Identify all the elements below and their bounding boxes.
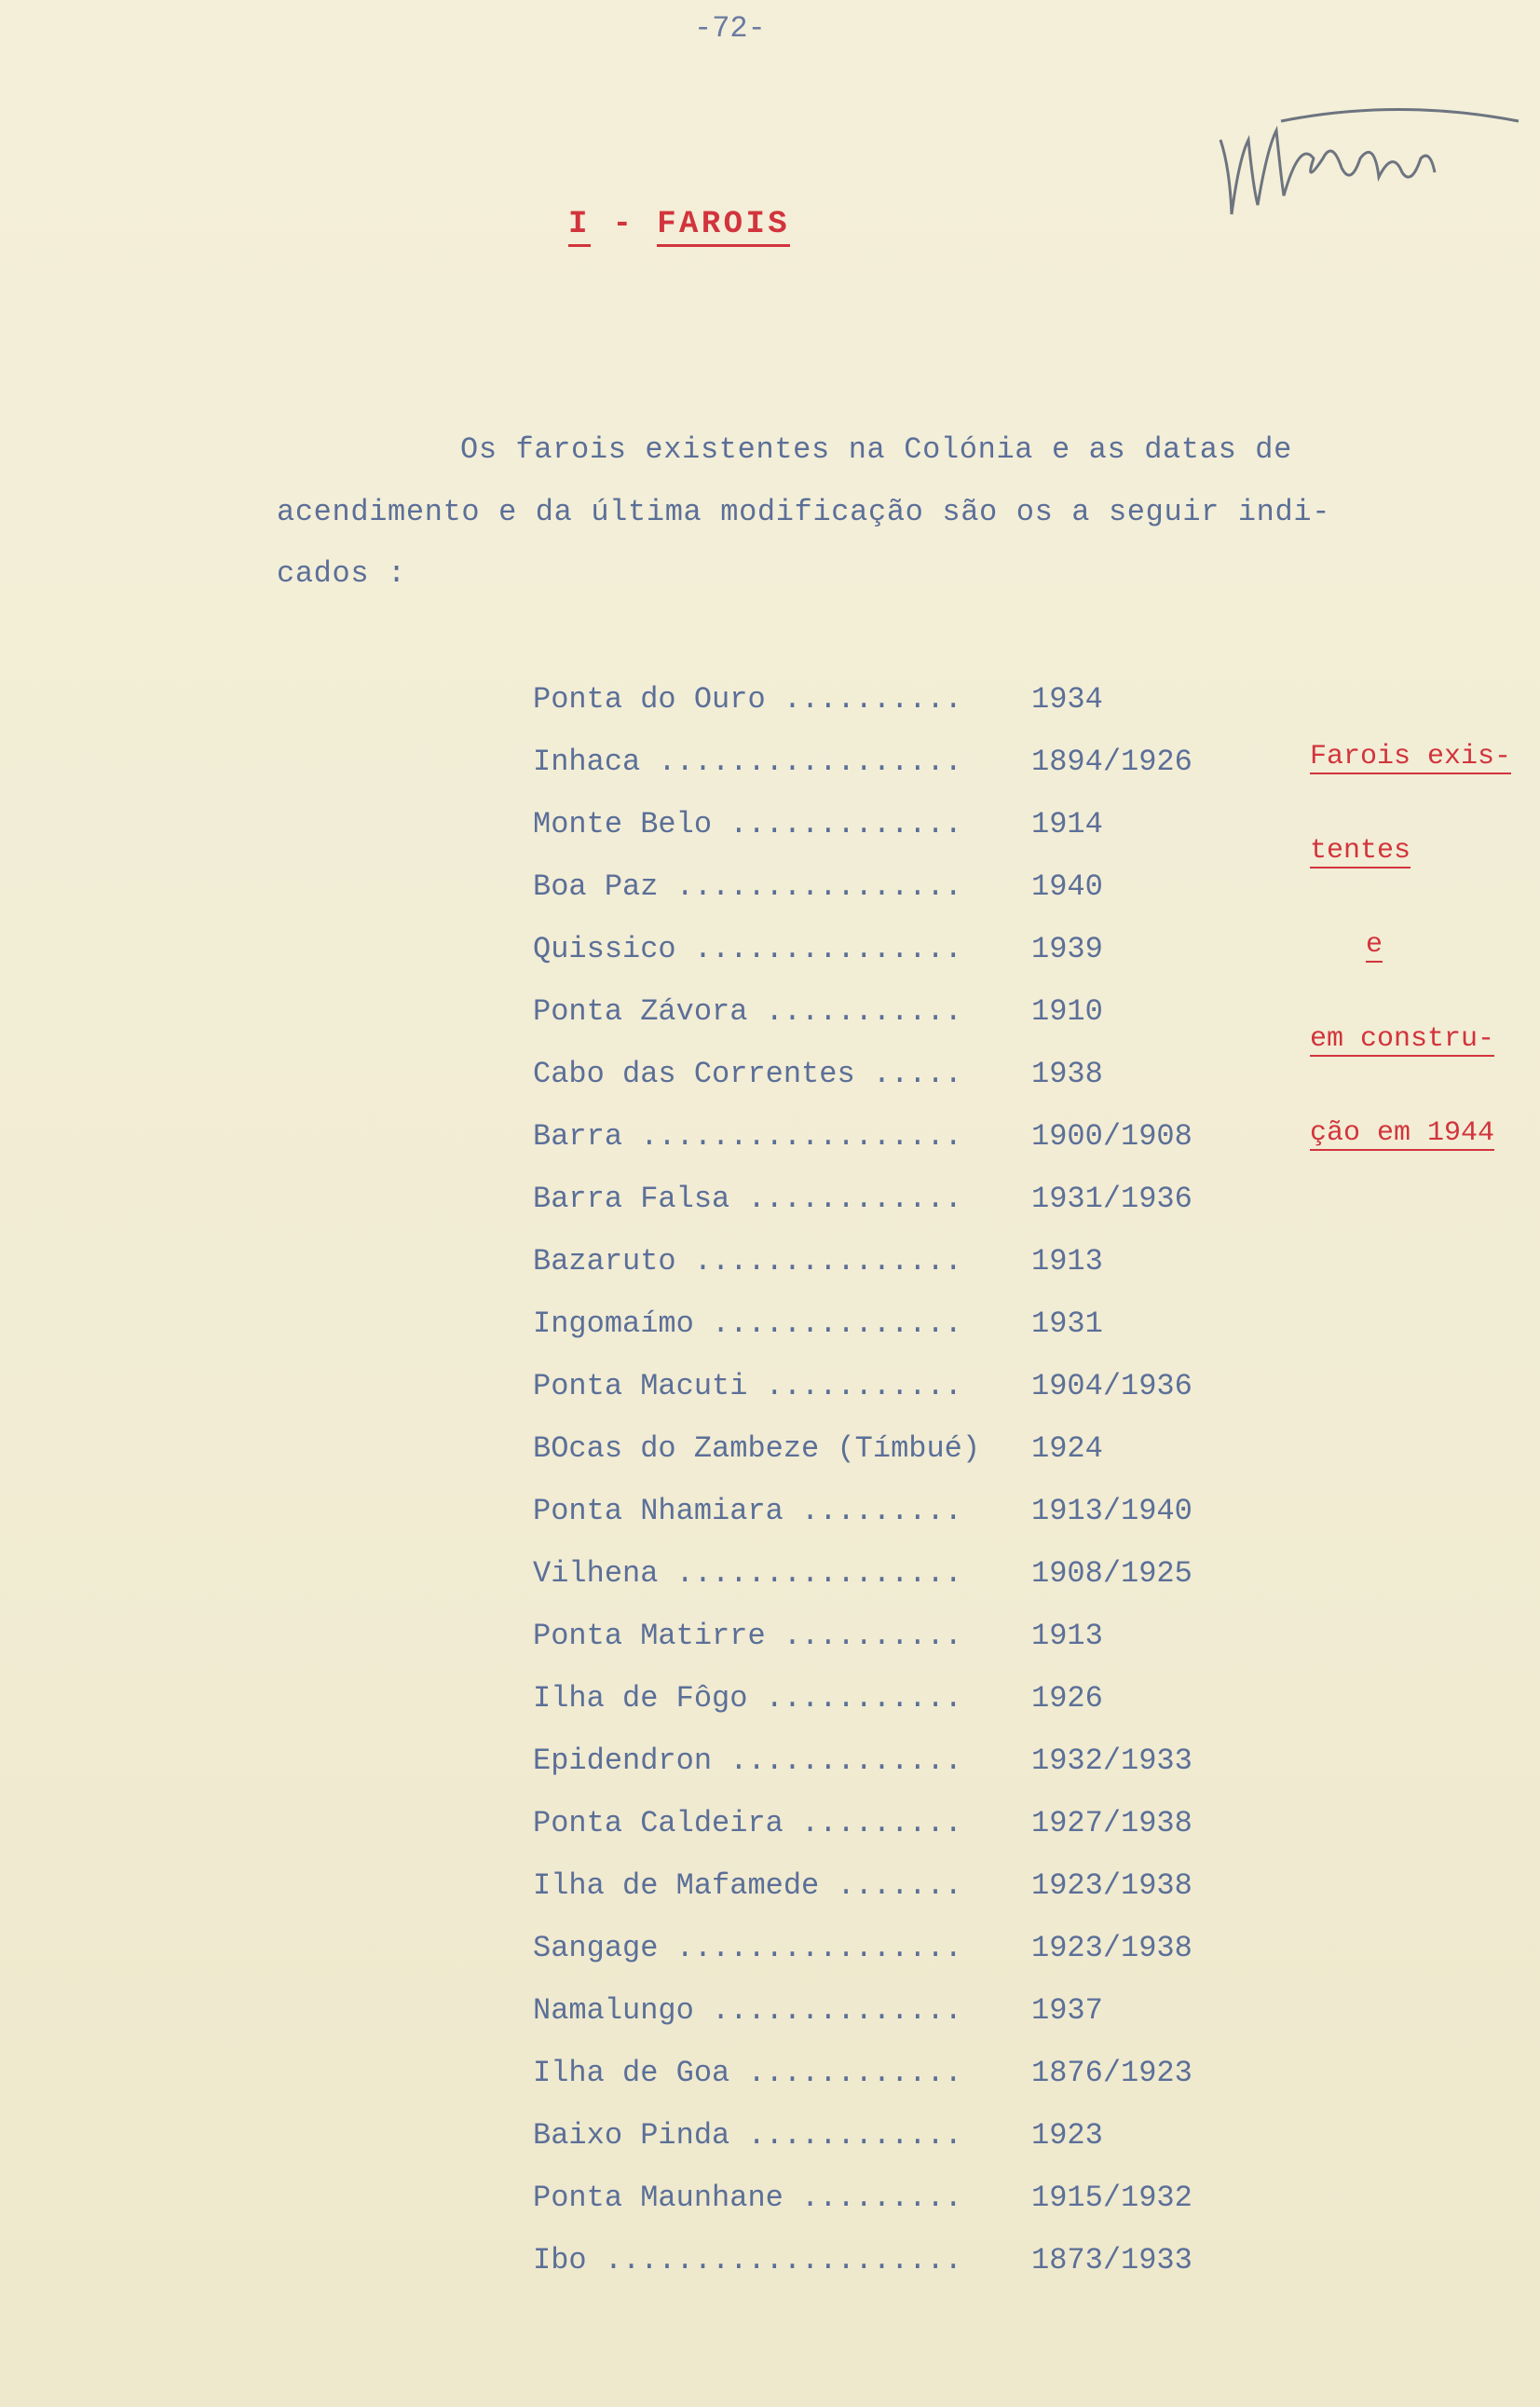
margin-note-line: e <box>1366 929 1383 961</box>
lighthouse-row <box>533 2056 1192 2090</box>
lighthouse-row <box>533 1182 1192 1216</box>
lighthouse-date: 1923/1938 <box>1031 1868 1192 1903</box>
lighthouse-date: 1913/1940 <box>1031 1494 1192 1528</box>
lighthouse-row <box>533 1057 1103 1091</box>
lighthouse-date: 1923/1938 <box>1031 1931 1192 1965</box>
lighthouse-row <box>533 1744 1192 1778</box>
lighthouse-name: Ibo .................... <box>533 2243 962 2277</box>
margin-note-line: tentes <box>1310 835 1411 867</box>
lighthouse-row <box>533 1494 1192 1528</box>
lighthouse-date: 1913 <box>1031 1244 1103 1279</box>
section-title: I - FAROIS <box>568 207 790 247</box>
lighthouse-date: 1908/1925 <box>1031 1556 1192 1591</box>
margin-note <box>1310 680 1511 1212</box>
lighthouse-name: Bazaruto ............... <box>533 1244 962 1279</box>
lighthouse-row <box>533 682 1103 717</box>
lighthouse-row <box>533 1369 1192 1403</box>
lighthouse-date: 1931/1936 <box>1031 1182 1192 1216</box>
lighthouse-name: Sangage ................ <box>533 1931 962 1965</box>
lighthouse-name: Barra .................. <box>533 1119 962 1154</box>
paragraph-line-2: acendimento e da última modificação são os a seguir indi- <box>277 495 1331 529</box>
lighthouse-date: 1924 <box>1031 1431 1103 1466</box>
lighthouse-name: Ponta Caldeira ......... <box>533 1806 962 1840</box>
lighthouse-row <box>533 869 1103 904</box>
lighthouse-row <box>533 1556 1192 1591</box>
lighthouse-name: Ilha de Fôgo ........... <box>533 1681 962 1716</box>
lighthouse-date: 1914 <box>1031 807 1103 841</box>
lighthouse-row <box>533 1431 1103 1466</box>
lighthouse-name: Ponta Macuti ........... <box>533 1369 962 1403</box>
lighthouse-date: 1932/1933 <box>1031 1744 1192 1778</box>
paragraph-line-3: cados : <box>277 556 406 591</box>
lighthouse-row <box>533 1681 1103 1716</box>
lighthouse-row <box>533 2181 1192 2215</box>
lighthouse-name: Cabo das Correntes ..... <box>533 1057 962 1091</box>
lighthouse-row <box>533 2118 1103 2153</box>
lighthouse-date: 1904/1936 <box>1031 1369 1192 1403</box>
lighthouse-name: Quissico ............... <box>533 932 962 966</box>
lighthouse-date: 1923 <box>1031 2118 1103 2153</box>
lighthouse-row <box>533 1306 1103 1341</box>
lighthouse-name: Ilha de Goa ............ <box>533 2056 962 2090</box>
lighthouse-name: Barra Falsa ............ <box>533 1182 962 1216</box>
lighthouse-date: 1873/1933 <box>1031 2243 1192 2277</box>
lighthouse-name: Ponta Nhamiara ......... <box>533 1494 962 1528</box>
lighthouse-name: Epidendron ............. <box>533 1744 962 1778</box>
page-number: -72- <box>694 11 766 46</box>
lighthouse-name: Ingomaímo .............. <box>533 1306 962 1341</box>
lighthouse-row <box>533 2243 1192 2277</box>
lighthouse-date: 1915/1932 <box>1031 2181 1192 2215</box>
lighthouse-name: Vilhena ................ <box>533 1556 962 1591</box>
lighthouse-date: 1876/1923 <box>1031 2056 1192 2090</box>
lighthouse-row <box>533 1619 1103 1653</box>
lighthouse-row <box>533 1244 1103 1279</box>
lighthouse-row <box>533 1806 1192 1840</box>
lighthouse-name: Baixo Pinda ............ <box>533 2118 962 2153</box>
lighthouse-row <box>533 1993 1103 2028</box>
lighthouse-date: 1940 <box>1031 869 1103 904</box>
lighthouse-row <box>533 1119 1192 1154</box>
lighthouse-date: 1913 <box>1031 1619 1103 1653</box>
lighthouse-date: 1900/1908 <box>1031 1119 1192 1154</box>
lighthouse-date: 1934 <box>1031 682 1103 717</box>
lighthouse-name: Ilha de Mafamede ....... <box>533 1868 962 1903</box>
lighthouse-row <box>533 1931 1192 1965</box>
lighthouse-date: 1894/1926 <box>1031 745 1192 779</box>
margin-note-line: em constru- <box>1310 1023 1495 1055</box>
lighthouse-date: 1931 <box>1031 1306 1103 1341</box>
lighthouse-name: Inhaca ................. <box>533 745 962 779</box>
handwritten-signature <box>1211 103 1528 242</box>
lighthouse-name: Ponta do Ouro .......... <box>533 682 962 717</box>
lighthouse-row <box>533 994 1103 1029</box>
lighthouse-date: 1927/1938 <box>1031 1806 1192 1840</box>
lighthouse-date: 1939 <box>1031 932 1103 966</box>
lighthouse-name: Monte Belo ............. <box>533 807 962 841</box>
lighthouse-date: 1926 <box>1031 1681 1103 1716</box>
lighthouse-name: Ponta Matirre .......... <box>533 1619 962 1653</box>
lighthouse-name: Boa Paz ................ <box>533 869 962 904</box>
lighthouse-row <box>533 745 1192 779</box>
lighthouse-date: 1938 <box>1031 1057 1103 1091</box>
margin-note-line: ção em 1944 <box>1310 1117 1495 1149</box>
margin-note-line: Farois exis- <box>1310 741 1512 773</box>
lighthouse-date: 1937 <box>1031 1993 1103 2028</box>
lighthouse-date: 1910 <box>1031 994 1103 1029</box>
paragraph-line-1: Os farois existentes na Colónia e as datas de <box>460 432 1292 467</box>
lighthouse-row <box>533 1868 1192 1903</box>
lighthouse-name: Ponta Maunhane ......... <box>533 2181 962 2215</box>
lighthouse-name: Namalungo .............. <box>533 1993 962 2028</box>
lighthouse-name: BOcas do Zambeze (Tímbué) <box>533 1431 981 1466</box>
lighthouse-row <box>533 807 1103 841</box>
lighthouse-name: Ponta Závora ........... <box>533 994 962 1029</box>
lighthouse-row <box>533 932 1103 966</box>
